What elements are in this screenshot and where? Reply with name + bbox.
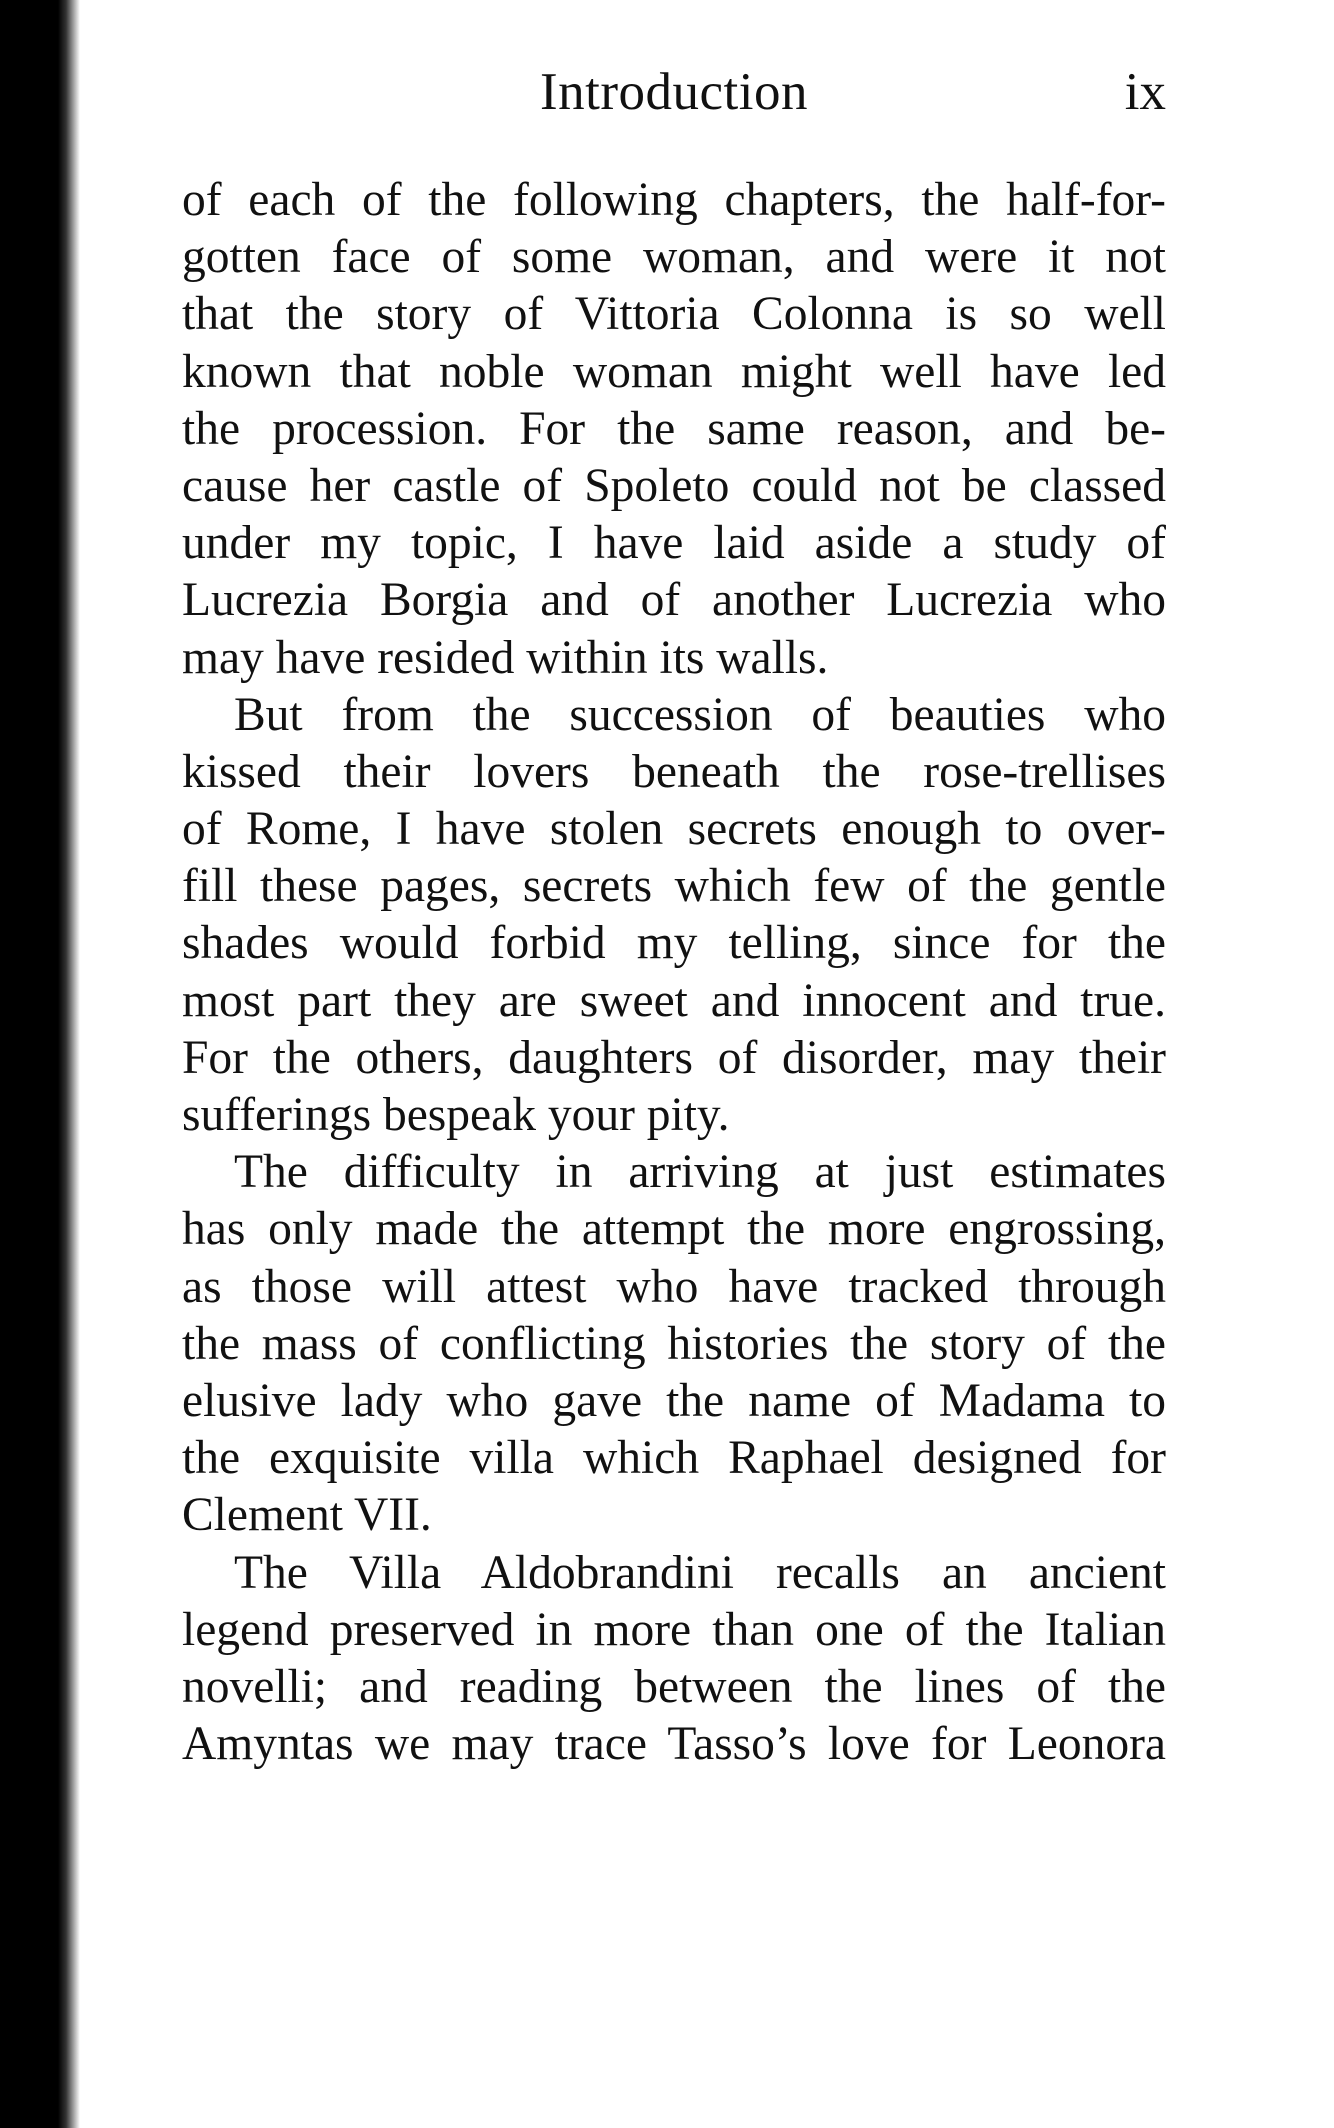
text-line: the procession. For the same reason, and be-: [182, 402, 1166, 455]
text-line: Lucrezia Borgia and of another Lucrezia who: [182, 574, 1166, 627]
text-line: that the story of Vittoria Colonna is so well: [182, 288, 1166, 341]
running-title: Introduction: [540, 63, 808, 121]
text-line: of each of the following chapters, the half-for-: [182, 174, 1166, 226]
text-line: may have resided within its walls.: [182, 631, 829, 684]
text-line: of Rome, I have stolen secrets enough to over-: [182, 803, 1166, 856]
text-line: as those will attest who have tracked through: [182, 1260, 1166, 1313]
text-line: known that noble woman might well have led: [182, 345, 1166, 398]
text-line: fill these pages, secrets which few of the gentle: [182, 860, 1166, 913]
text-line: kissed their lovers beneath the rose-trellises: [182, 745, 1166, 798]
text-line: most part they are sweet and innocent and true.: [182, 974, 1166, 1027]
text-line: the mass of conflicting histories the story of the: [182, 1317, 1166, 1370]
text-line: elusive lady who gave the name of Madama to: [182, 1374, 1166, 1427]
paragraph-first-line: But from the succession of beauties who: [234, 688, 1166, 741]
text-line: the exquisite villa which Raphael designed for: [182, 1432, 1166, 1485]
page-number: ix: [1124, 63, 1166, 121]
text-line: Clement VII.: [182, 1489, 432, 1542]
paragraph-first-line: The difficulty in arriving at just estimates: [234, 1146, 1166, 1199]
text-line: cause her castle of Spoleto could not be classed: [182, 459, 1166, 512]
text-line: has only made the attempt the more engrossing,: [182, 1203, 1166, 1256]
text-line: For the others, daughters of disorder, may their: [182, 1031, 1166, 1084]
text-line: legend preserved in more than one of the Italian: [182, 1603, 1166, 1656]
paragraph-first-line: The Villa Aldobrandini recalls an ancient: [234, 1546, 1166, 1599]
text-line: sufferings bespeak your pity.: [182, 1089, 730, 1141]
page-header: [182, 62, 1166, 132]
text-line: shades would forbid my telling, since for the: [182, 917, 1166, 970]
text-line: Amyntas we may trace Tasso’s love for Leonora: [182, 1718, 1166, 1771]
scanned-page-edge-shadow: [0, 0, 80, 2128]
text-line: novelli; and reading between the lines of the: [182, 1660, 1166, 1713]
text-line: under my topic, I have laid aside a study of: [182, 517, 1166, 570]
body-text: [182, 172, 1166, 1773]
text-line: gotten face of some woman, and were it not: [182, 231, 1166, 284]
